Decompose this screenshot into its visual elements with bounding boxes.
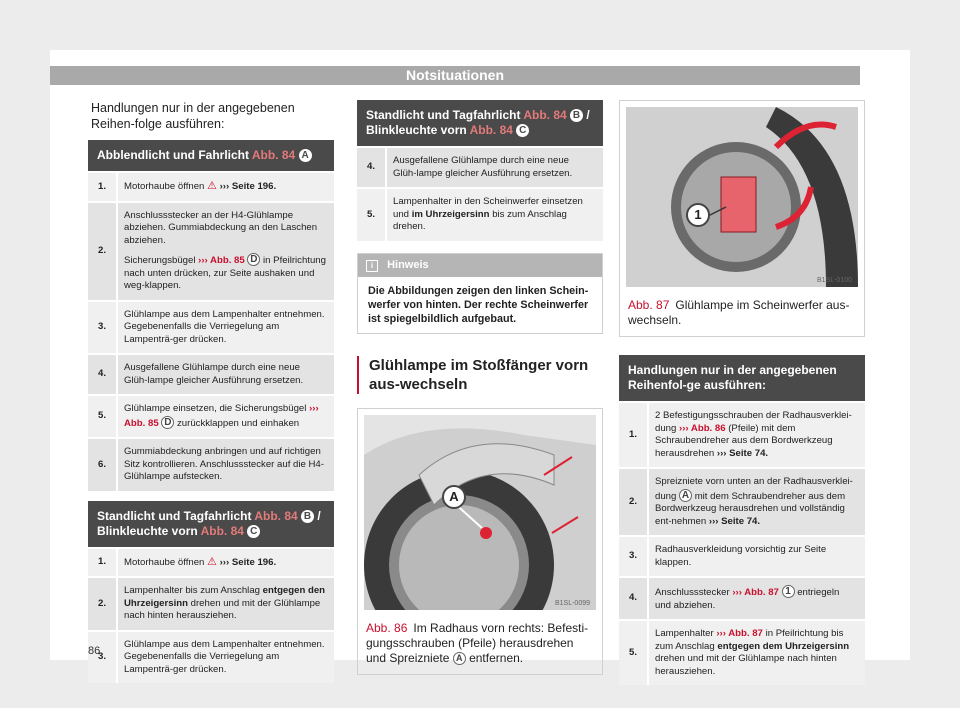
- figure-link[interactable]: ››› Abb. 87: [732, 587, 779, 598]
- wheel-arch-image: [364, 415, 596, 610]
- headlamp-illustration: [626, 107, 858, 287]
- step-row: 5. Lampenhalter ››› Abb. 87 in Pfeilrichtung bis zum Anschlag entgegen dem Uhrzeigersinn drehen und mit der Glühlampe nach hinten herausziehen.: [619, 619, 865, 685]
- step-list: [88, 171, 334, 491]
- section-heading: Glühlampe im Stoßfänger vorn aus-wechseln: [357, 356, 603, 394]
- step-row: 1. Motorhaube öffnen ⚠ ››› Seite 196.: [88, 171, 334, 201]
- hint-box: [357, 253, 603, 334]
- marker-icon: C: [516, 124, 529, 137]
- step-row: 2. Lampenhalter bis zum Anschlag entgegen den Uhrzeigersinn drehen und mit der Glühlampe nach hinten herausziehen.: [88, 576, 334, 630]
- figure-link[interactable]: Abb. 84: [469, 123, 513, 137]
- marker-icon: 1: [782, 585, 795, 598]
- section-head-low-beam: Abblendlicht und Fahrlicht Abb. 84 A: [88, 140, 334, 171]
- figure-link[interactable]: Abb. 84: [200, 523, 244, 538]
- column-middle: [357, 100, 603, 675]
- page-link[interactable]: ››› Seite 196.: [219, 181, 277, 192]
- figure-link[interactable]: ››› Abb. 86: [679, 422, 726, 434]
- figure-link[interactable]: Abb. 84: [523, 108, 567, 122]
- step-row: 5. Lampenhalter in den Scheinwerfer einsetzen und im Uhrzeigersinn bis zum Anschlag drehen.: [357, 187, 603, 241]
- wheel-arch-illustration: [364, 415, 596, 610]
- step-list: [619, 401, 865, 685]
- step-list: [88, 547, 334, 684]
- page-link[interactable]: ››› Seite 74.: [708, 515, 761, 527]
- section-head-steps: Handlungen nur in der angegebenen Reihenfol-ge ausführen:: [619, 355, 865, 401]
- hint-text: Die Abbildungen zeigen den linken Schein-werfer von hinten. Der rechte Scheinwerfer ist spiegelbildlich aufgebaut.: [368, 284, 589, 325]
- step-row: 4. Anschlussstecker ››› Abb. 87 1 entriegeln und abziehen.: [619, 576, 865, 619]
- section-head-parking-light-cont: Standlicht und Tagfahrlicht Abb. 84 B / Blinkleuchte vorn Abb. 84 C: [357, 100, 603, 146]
- marker-icon: C: [247, 525, 260, 538]
- step-row: 5. Glühlampe einsetzen, die Sicherungsbügel ››› Abb. 85 D zurückklappen und einhaken: [88, 394, 334, 437]
- step-row: 4. Ausgefallene Glühlampe durch eine neue Glüh-lampe gleicher Ausführung ersetzen.: [357, 146, 603, 187]
- hint-title: Hinweis: [387, 258, 429, 271]
- step-row: 2. Anschlussstecker an der H4-Glühlampe abziehen. Gummiabdeckung an den Laschen abziehen. Sicherungsbügel ››› Abb. 85 D in Pfeilrichtung nach unten drücken, zur Seite aushaken und weg-klappen.: [88, 201, 334, 300]
- marker-icon: B: [301, 510, 314, 523]
- page-link[interactable]: ››› Seite 196.: [219, 556, 277, 568]
- figure-link[interactable]: Abb. 84: [251, 148, 296, 162]
- info-icon: i: [366, 260, 378, 272]
- warning-icon: ⚠: [207, 555, 217, 568]
- figure-code: B1SL-0099: [554, 599, 590, 607]
- warning-icon: ⚠: [207, 180, 217, 192]
- marker-icon: D: [161, 416, 174, 429]
- step-row: 6. Gummiabdeckung anbringen und auf richtigen Sitz kontrollieren. Anschlussstecker auf die H4-Glühlampe aufstecken.: [88, 437, 334, 491]
- page-link[interactable]: ››› Seite 74.: [716, 447, 769, 459]
- figure-87: [619, 100, 865, 337]
- step-row: 2. Spreizniete vorn unten an der Radhausverklei-dung A mit dem Schraubendreher aus dem Bordwerkzeug herausdrehen und vollständig ent-nehmen ››› Seite 74.: [619, 467, 865, 535]
- step-row: 3. Glühlampe aus dem Lampenhalter entnehmen. Gegebenenfalls die Verriegelung am Lampenträ-ger drücken.: [88, 300, 334, 354]
- chapter-header: Notsituationen: [50, 66, 860, 85]
- step-row: 1. Motorhaube öffnen ⚠ ››› Seite 196.: [88, 547, 334, 577]
- step-row: 1. 2 Befestigungsschrauben der Radhausverklei-dung ››› Abb. 86 (Pfeile) mit dem Schraubendreher aus dem Bordwerkzeug herausdrehen ››› Seite 74.: [619, 401, 865, 467]
- section-head-parking-light: Standlicht und Tagfahrlicht Abb. 84 B / Blinkleuchte vorn Abb. 84 C: [88, 501, 334, 547]
- figure-marker: 1: [686, 203, 710, 227]
- marker-icon: D: [247, 253, 260, 266]
- column-right: [619, 100, 865, 685]
- step-row: 4. Ausgefallene Glühlampe durch eine neue Glüh-lampe gleicher Ausführung ersetzen.: [88, 353, 334, 394]
- page-number: 86: [88, 645, 101, 657]
- figure-link[interactable]: ››› Abb. 85: [124, 403, 319, 429]
- figure-link[interactable]: Abb. 84: [254, 508, 298, 523]
- headlamp-image: [626, 107, 858, 287]
- step-list: [357, 146, 603, 241]
- intro-text: Handlungen nur in der angegebenen Reihen-folge ausführen:: [91, 101, 295, 131]
- figure-link[interactable]: ››› Abb. 87: [716, 628, 763, 639]
- figure-code: B1SL-0100: [816, 277, 852, 284]
- step-row: 3. Glühlampe aus dem Lampenhalter entnehmen. Gegebenenfalls die Verriegelung am Lampenträ-ger drücken.: [88, 630, 334, 684]
- marker-icon: B: [570, 109, 583, 122]
- step-row: 3. Radhausverkleidung vorsichtig zur Seite klappen.: [619, 535, 865, 576]
- figure-link[interactable]: ››› Abb. 85: [198, 255, 245, 266]
- column-left: [88, 100, 334, 683]
- figure-86: [357, 408, 603, 675]
- figure-marker: A: [442, 485, 466, 509]
- marker-icon: A: [679, 489, 692, 502]
- figure-caption: Abb. 87 Glühlampe im Scheinwerfer aus-wechseln.: [628, 298, 850, 327]
- marker-icon: A: [299, 149, 312, 162]
- marker-icon: A: [453, 652, 466, 665]
- figure-caption: Abb. 86 Im Radhaus vorn rechts: Befesti-gungsschrauben (Pfeile) herausdrehen und Spreizniete A entfernen.: [366, 620, 589, 665]
